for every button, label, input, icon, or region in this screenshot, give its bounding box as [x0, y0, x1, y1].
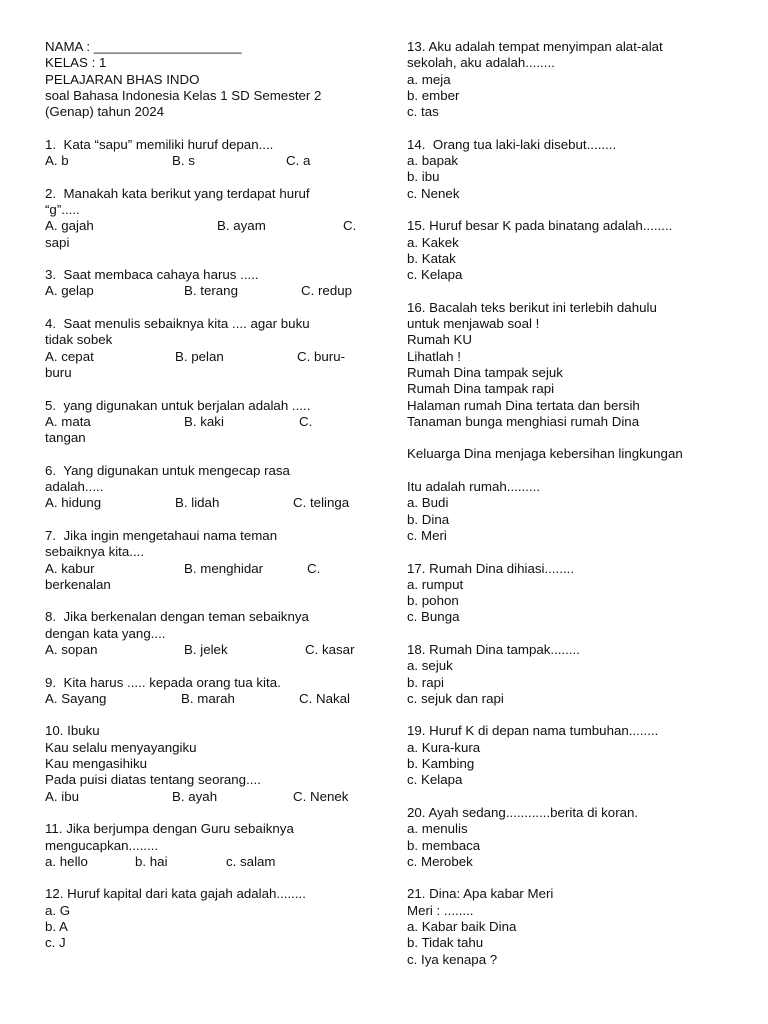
option-b: B. marah — [181, 690, 235, 706]
question-text: 4. Saat menulis sebaiknya kita .... agar buku — [45, 316, 310, 332]
question-1 — [45, 137, 363, 170]
question-text: 21. Dina: Apa kabar Meri — [407, 886, 554, 902]
passage-title: Rumah KU — [407, 332, 473, 348]
question-17 — [407, 561, 727, 626]
option-a: A. b — [45, 153, 69, 169]
option-b: B. kaki — [184, 413, 224, 429]
question-11 — [45, 821, 363, 870]
option-b: B. menghidar — [184, 560, 264, 576]
question-7 — [45, 528, 363, 593]
question-text: 8. Jika berkenalan dengan teman sebaiknya — [45, 609, 309, 625]
option-c: C. kasar — [305, 641, 355, 657]
option-b: b. Kambing — [407, 756, 475, 772]
option-b: b. Tidak tahu — [407, 935, 484, 951]
question-text: Itu adalah rumah......... — [407, 479, 541, 495]
option-b: b. Katak — [407, 250, 456, 266]
answer-options — [45, 561, 363, 577]
option-c: C. — [343, 218, 357, 234]
question-21 — [407, 886, 727, 967]
option-c: c. sejuk dan rapi — [407, 690, 504, 706]
option-c: C. — [307, 560, 321, 576]
question-6 — [45, 463, 363, 512]
option-c: c. Iya kenapa ? — [407, 951, 498, 967]
question-text: 9. Kita harus ..... kepada orang tua kita. — [45, 674, 281, 690]
option-a: A. Sayang — [45, 690, 107, 706]
option-b: b. hai — [135, 853, 168, 869]
question-text-cont: “g”..... — [45, 201, 80, 217]
option-c: c. Nenek — [407, 185, 460, 201]
question-text-cont: mengucapkan........ — [45, 837, 159, 853]
question-text-cont: sekolah, aku adalah........ — [407, 55, 555, 71]
question-text: 7. Jika ingin mengetahaui nama teman — [45, 527, 278, 543]
option-c: C. a — [286, 153, 311, 169]
question-text: 1. Kata “sapu” memiliki huruf depan.... — [45, 136, 274, 152]
question-13 — [407, 39, 727, 120]
option-c: C. telinga — [293, 495, 350, 511]
question-text-cont: tidak sobek — [45, 332, 113, 348]
passage-line: Lihatlah ! — [407, 348, 461, 364]
option-b: b. Dina — [407, 511, 450, 527]
question-text: 15. Huruf besar K pada binatang adalah........ — [407, 218, 673, 234]
question-10 — [45, 723, 363, 804]
option-b: B. pelan — [175, 348, 224, 364]
right-column — [407, 39, 727, 968]
answer-options — [45, 283, 363, 299]
option-a: a. sejuk — [407, 658, 453, 674]
option-a: A. sopan — [45, 641, 98, 657]
option-a: A. gajah — [45, 218, 94, 234]
question-9 — [45, 675, 363, 708]
answer-options — [45, 414, 363, 430]
question-text-cont: untuk menjawab soal ! — [407, 316, 540, 332]
option-c: c. salam — [226, 853, 276, 869]
question-text: 16. Bacalah teks berikut ini terlebih dahulu — [407, 299, 657, 315]
passage-line: Halaman rumah Dina tertata dan bersih — [407, 397, 640, 413]
question-4 — [45, 316, 363, 381]
option-a: a. hello — [45, 853, 88, 869]
option-a: a. G — [45, 902, 71, 918]
option-b: b. rapi — [407, 674, 444, 690]
option-a: A. mata — [45, 413, 91, 429]
question-20 — [407, 805, 727, 870]
poem-title: 10. Ibuku — [45, 723, 100, 739]
option-c: C. — [299, 413, 313, 429]
question-18 — [407, 642, 727, 707]
question-text-cont: sebaiknya kita.... — [45, 544, 145, 560]
passage-closing: Keluarga Dina menjaga kebersihan lingkungan — [407, 446, 683, 462]
exam-title-line-1: soal Bahasa Indonesia Kelas 1 SD Semester 2 — [45, 87, 322, 103]
option-c: c. Meri — [407, 527, 447, 543]
class-line: KELAS : 1 — [45, 55, 107, 71]
option-b: B. terang — [184, 283, 238, 299]
question-text: 6. Yang digunakan untuk mengecap rasa — [45, 462, 290, 478]
poem-line: Kau selalu menyayangiku — [45, 739, 197, 755]
question-text: 3. Saat membaca cahaya harus ..... — [45, 267, 259, 283]
question-2 — [45, 186, 363, 251]
option-b: B. jelek — [184, 641, 228, 657]
option-a: a. Kakek — [407, 234, 459, 250]
option-c-cont: sapi — [45, 234, 70, 250]
answer-options — [45, 349, 363, 365]
question-8 — [45, 609, 363, 658]
question-text: 20. Ayah sedang............berita di koran. — [407, 804, 639, 820]
question-text: 14. Orang tua laki-laki disebut........ — [407, 136, 617, 152]
question-text: 5. yang digunakan untuk berjalan adalah ..... — [45, 397, 311, 413]
question-text-cont: Meri : ........ — [407, 902, 474, 918]
option-c-cont: buru — [45, 364, 72, 380]
name-field-line: NAMA : ____________________ — [45, 39, 242, 54]
option-b: b. membaca — [407, 837, 481, 853]
option-a: A. ibu — [45, 788, 80, 804]
option-c: c. tas — [407, 104, 439, 120]
option-a: a. Budi — [407, 495, 449, 511]
question-14 — [407, 137, 727, 202]
option-a: a. Kabar baik Dina — [407, 919, 517, 935]
question-text: 19. Huruf K di depan nama tumbuhan........ — [407, 723, 659, 739]
option-b: B. s — [172, 153, 195, 169]
question-text: 17. Rumah Dina dihiasi........ — [407, 560, 575, 576]
answer-options — [45, 218, 363, 234]
option-c: c. Kelapa — [407, 267, 463, 283]
option-b: b. ibu — [407, 169, 440, 185]
question-text: 2. Manakah kata berikut yang terdapat huruf — [45, 185, 310, 201]
option-b: b. A — [45, 919, 68, 935]
option-a: A. kabur — [45, 560, 95, 576]
left-column — [45, 39, 363, 952]
question-text-cont: dengan kata yang.... — [45, 625, 166, 641]
question-15 — [407, 218, 727, 283]
question-16 — [407, 300, 727, 544]
answer-options — [45, 854, 363, 870]
passage-line: Rumah Dina tampak rapi — [407, 381, 555, 397]
question-19 — [407, 723, 727, 788]
answer-options — [45, 691, 363, 707]
exam-title-line-2: (Genap) tahun 2024 — [45, 104, 165, 120]
option-a: A. cepat — [45, 348, 94, 364]
option-c: c. Kelapa — [407, 772, 463, 788]
option-c: C. buru- — [297, 348, 346, 364]
passage-line: Tanaman bunga menghiasi rumah Dina — [407, 413, 640, 429]
option-a: A. gelap — [45, 283, 94, 299]
question-3 — [45, 267, 363, 300]
poem-line: Kau mengasihiku — [45, 756, 148, 772]
option-b: B. ayam — [217, 218, 266, 234]
subject-line: PELAJARAN BHAS INDO — [45, 71, 200, 87]
option-c: c. J — [45, 935, 66, 951]
option-c: C. Nenek — [293, 788, 349, 804]
option-c-cont: tangan — [45, 430, 86, 446]
answer-options — [45, 789, 363, 805]
passage-line: Rumah Dina tampak sejuk — [407, 364, 563, 380]
option-c: c. Bunga — [407, 609, 460, 625]
question-text: 18. Rumah Dina tampak........ — [407, 641, 580, 657]
question-text-cont: adalah..... — [45, 479, 104, 495]
option-c: c. Merobek — [407, 853, 473, 869]
question-text: Pada puisi diatas tentang seorang.... — [45, 772, 261, 788]
option-b: B. lidah — [175, 495, 220, 511]
option-b: b. pohon — [407, 593, 459, 609]
question-12 — [45, 886, 363, 951]
question-text: 11. Jika berjumpa dengan Guru sebaiknya — [45, 821, 294, 837]
question-text: 13. Aku adalah tempat menyimpan alat-alat — [407, 39, 663, 54]
question-text: 12. Huruf kapital dari kata gajah adalah........ — [45, 886, 306, 902]
option-a: A. hidung — [45, 495, 102, 511]
answer-options — [45, 153, 363, 169]
option-a: a. menulis — [407, 821, 468, 837]
option-c: C. Nakal — [299, 690, 350, 706]
option-c: C. redup — [301, 283, 352, 299]
option-a: a. meja — [407, 71, 451, 87]
option-a: a. rumput — [407, 576, 464, 592]
option-b: B. ayah — [172, 788, 218, 804]
option-a: a. Kura-kura — [407, 739, 481, 755]
option-a: a. bapak — [407, 153, 459, 169]
answer-options — [45, 495, 363, 511]
answer-options — [45, 642, 363, 658]
option-c-cont: berkenalan — [45, 576, 111, 592]
option-b: b. ember — [407, 87, 460, 103]
question-5 — [45, 398, 363, 447]
